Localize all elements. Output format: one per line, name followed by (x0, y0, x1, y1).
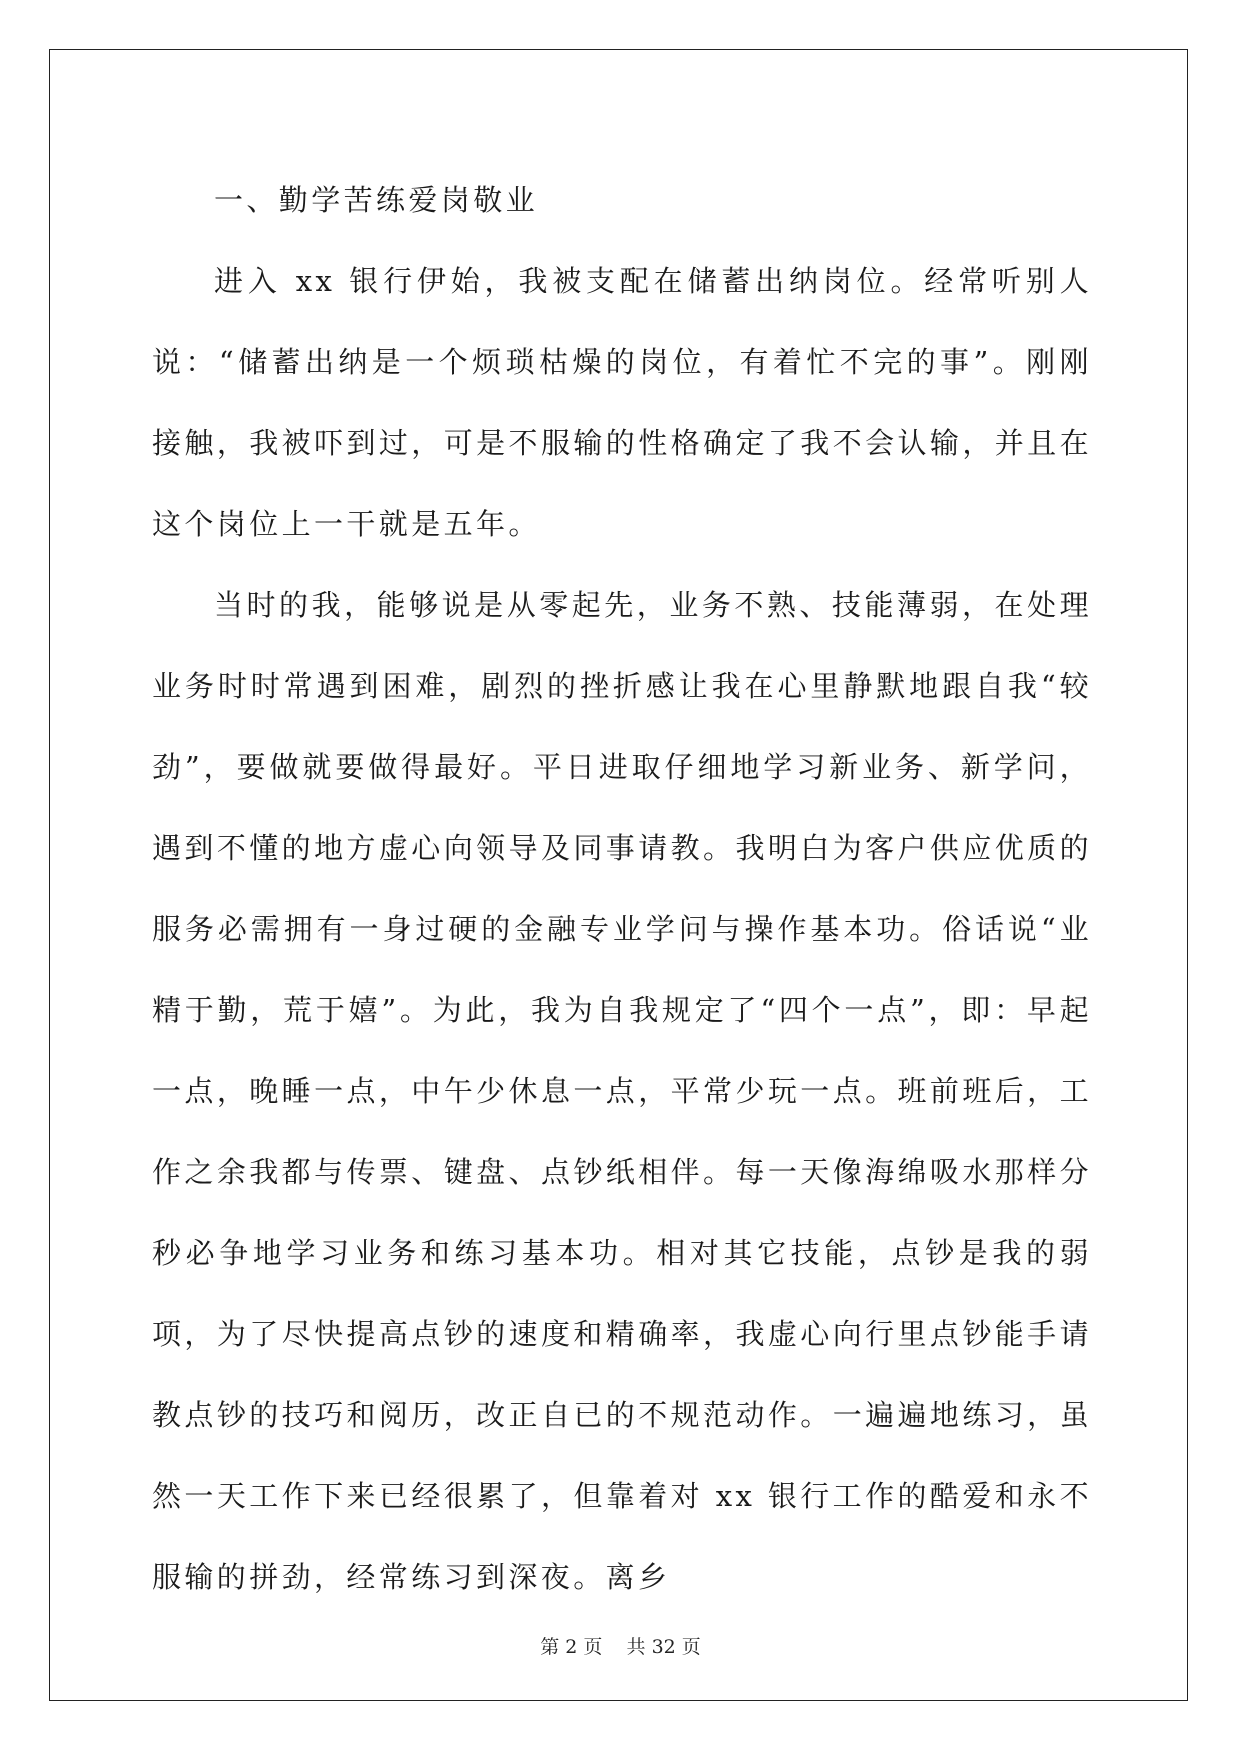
document-body (152, 160, 1092, 1618)
section-heading: 一、勤学苦练爱岗敬业 (214, 183, 539, 217)
page-footer (0, 1632, 1241, 1659)
paragraph-2: 当时的我，能够说是从零起先，业务不熟、技能薄弱，在处理业务时时常遇到困难，剧烈的挫折感让我在心里静默地跟自我“较劲”，要做就要做得最好。平日进取仔细地学习新业务、新学问，遇到不懂的地方虚心向领导及同事请教。我明白为客户供应优质的服务必需拥有一身过硬的金融专业学问与操作基本功。俗话说“业精于勤，荒于嬉”。为此，我为自我规定了“四个一点”，即：早起一点，晚睡一点，中午少休息一点，平常少玩一点。班前班后，工作之余我都与传票、键盘、点钞纸相伴。每一天像海绵吸水那样分秒必争地学习业务和练习基本功。相对其它技能，点钞是我的弱项，为了尽快提高点钞的速度和精确率，我虚心向行里点钞能手请教点钞的技巧和阅历，改正自已的不规范动作。一遍遍地练习，虽然一天工作下来已经很累了，但靠着对 xx 银行工作的酷爱和永不服输的拼劲，经常练习到深夜。离乡 (152, 588, 1092, 1594)
paragraph-1: 进入 xx 银行伊始，我被支配在储蓄出纳岗位。经常听别人说：“储蓄出纳是一个烦琐枯燥的岗位，有着忙不完的事”。刚刚接触，我被吓到过，可是不服输的性格确定了我不会认输，并且在这个岗位上一干就是五年。 (152, 264, 1092, 541)
page-total: 共 32 页 (626, 1636, 701, 1658)
page-number: 第 2 页 (540, 1636, 603, 1658)
